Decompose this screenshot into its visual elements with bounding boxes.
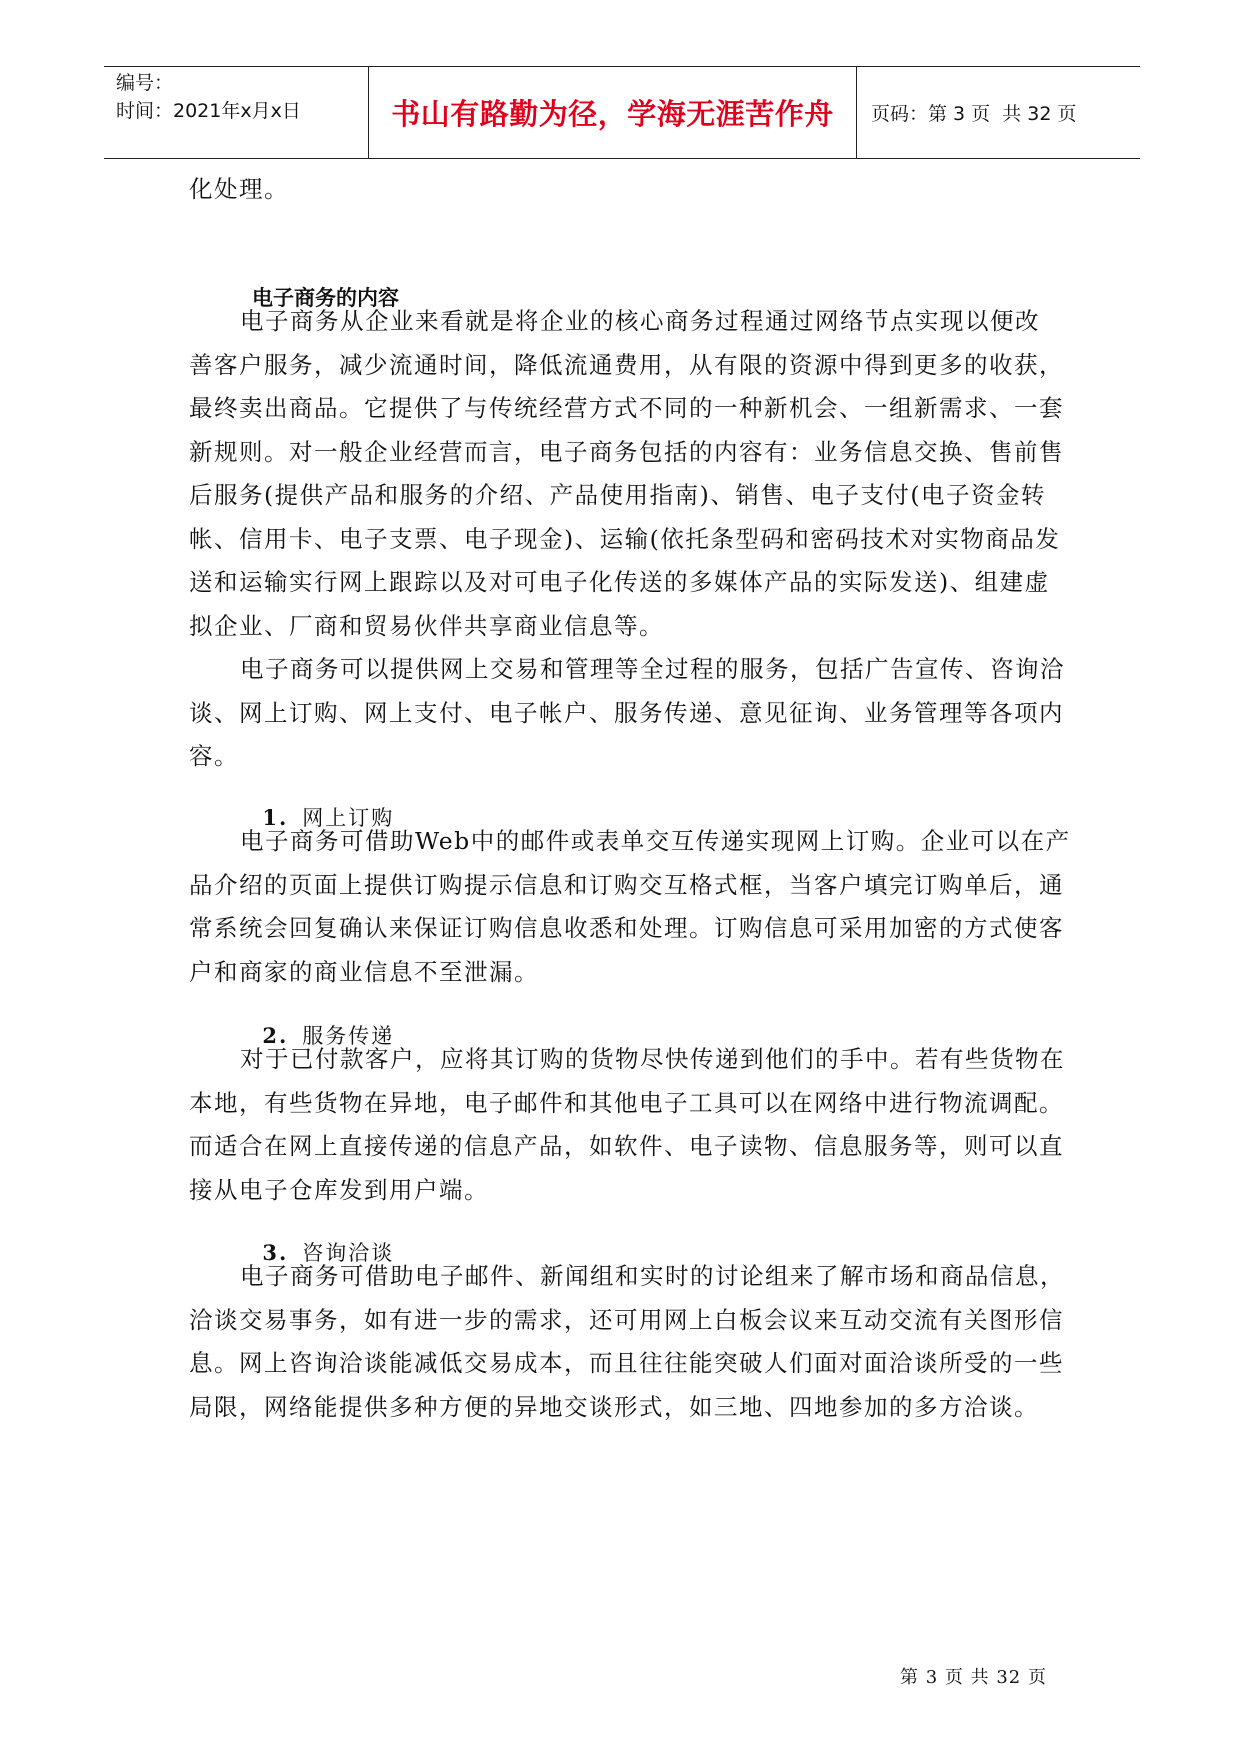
paragraph-line: 洽谈交易事务，如有进一步的需求，还可用网上白板会议来互动交流有关图形信 <box>189 1305 1064 1334</box>
list-item-number: 2. <box>262 1023 289 1048</box>
paragraph-line: 电子商务可以提供网上交易和管理等全过程的服务，包括广告宣传、咨询洽 <box>240 655 1065 683</box>
paragraph-line: 善客户服务，减少流通时间，降低流通费用，从有限的资源中得到更多的收获， <box>189 350 1064 379</box>
header-page-number: 页码：第 3 页 共 32 页 <box>871 103 1077 125</box>
paragraph-line: 品介绍的页面上提供订购提示信息和订购交互格式框，当客户填完订购单后，通 <box>189 870 1064 899</box>
paragraph-line: 谈、网上订购、网上支付、电子帐户、服务传递、意见征询、业务管理等各项内 <box>189 698 1064 727</box>
list-item-heading-service-delivery <box>245 996 394 1050</box>
paragraph-line: 电子商务可借助电子邮件、新闻组和实时的讨论组来了解市场和商品信息， <box>240 1262 1065 1290</box>
paragraph-line: 后服务(提供产品和服务的介绍、产品使用指南)、销售、电子支付(电子资金转 <box>189 481 1047 509</box>
paragraph-line: 对于已付款客户，应将其订购的货物尽快传递到他们的手中。若有些货物在 <box>240 1045 1065 1073</box>
paragraph-line: 最终卖出商品。它提供了与传统经营方式不同的一种新机会、一组新需求、一套 <box>189 394 1064 422</box>
header-motto-cell <box>369 67 857 158</box>
paragraph-line: 户和商家的商业信息不至泄漏。 <box>189 957 539 986</box>
paragraph-line: 接从电子仓库发到用户端。 <box>189 1175 489 1204</box>
continuation-line: 化处理。 <box>189 175 289 203</box>
header-meta <box>104 67 369 158</box>
page-header <box>104 66 1140 159</box>
paragraph-line: 送和运输实行网上跟踪以及对可电子化传送的多媒体产品的实际发送)、组建虚 <box>189 568 1050 596</box>
paragraph-line: 息。网上咨询洽谈能减低交易成本，而且往往能突破人们面对面洽谈所受的一些 <box>189 1349 1064 1377</box>
paragraph-line: 新规则。对一般企业经营而言，电子商务包括的内容有：业务信息交换、售前售 <box>189 437 1064 466</box>
paragraph-line: 电子商务可借助Web中的邮件或表单交互传递实现网上订购。企业可以在产 <box>240 827 1071 855</box>
list-item-title: 网上订购 <box>302 806 395 830</box>
section-heading: 电子商务的内容 <box>252 286 399 310</box>
list-item-number: 1. <box>262 805 289 830</box>
paragraph-line: 容。 <box>189 742 239 770</box>
header-motto: 书山有路勤为径，学海无涯苦作舟 <box>391 97 834 131</box>
paragraph-line: 局限，网络能提供多种方便的异地交谈形式，如三地、四地参加的多方洽谈。 <box>189 1392 1039 1421</box>
document-time-label: 时间：2021年x月x日 <box>116 100 301 122</box>
paragraph-line: 本地，有些货物在异地，电子邮件和其他电子工具可以在网络中进行物流调配。 <box>189 1088 1064 1117</box>
page-footer: 第 3 页 共 32 页 <box>900 1667 1047 1688</box>
list-item-number: 3. <box>262 1240 289 1265</box>
list-item-title: 咨询洽谈 <box>302 1241 395 1265</box>
paragraph-line: 常系统会回复确认来保证订购信息收悉和处理。订购信息可采用加密的方式使客 <box>189 914 1064 942</box>
paragraph-line: 拟企业、厂商和贸易伙伴共享商业信息等。 <box>189 611 664 640</box>
paragraph-line: 帐、信用卡、电子支票、电子现金)、运输(依托条型码和密码技术对实物商品发 <box>189 524 1061 553</box>
paragraph-line: 而适合在网上直接传递的信息产品，如软件、电子读物、信息服务等，则可以直 <box>189 1132 1064 1160</box>
paragraph-line: 电子商务从企业来看就是将企业的核心商务过程通过网络节点实现以便改 <box>240 307 1040 335</box>
document-number-label: 编号： <box>116 72 174 94</box>
list-item-heading-consultation <box>245 1213 394 1267</box>
list-item-heading-online-ordering <box>245 778 394 832</box>
list-item-title: 服务传递 <box>302 1024 395 1048</box>
